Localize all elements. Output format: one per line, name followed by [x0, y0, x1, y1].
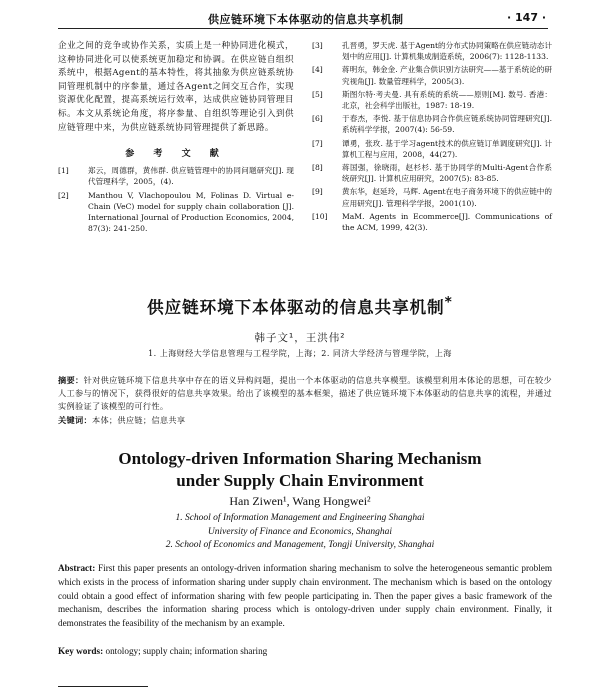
reference-number: [7]: [312, 138, 323, 148]
chinese-keywords-label: 关键词：: [58, 415, 92, 425]
running-head: [58, 10, 548, 29]
reference-item: [58, 190, 294, 235]
english-article-title: [0, 448, 600, 492]
conclusion-paragraph: 企业之间的竞争或协作关系，实质上是一种协同进化模式，这种协同进化可以使系统更加稳定和协调。在供应链自组织系统中，根据Agent的基本特性，将其抽象为供应链系统协同管理机制中的序参量，通过各Agent之间交互合作，实现资源优化配置，提高系统运行效率，达成供应链协同管理目标。本文从系统论角度，将序参量、自组织等理论引入到供应链管理中来，为供应链系统协同管理提供了新思路。: [58, 41, 294, 133]
reference-item: [312, 64, 552, 86]
english-abstract: [58, 562, 552, 631]
reference-item: [312, 162, 552, 184]
running-head-title: 供应链环境下本体驱动的信息共享机制: [208, 13, 404, 26]
reference-item: [312, 40, 552, 62]
english-affiliations: [0, 512, 600, 553]
chinese-authors: 韩子文¹，王洪伟²: [254, 332, 346, 344]
reference-number: [2]: [58, 190, 69, 200]
reference-item: [312, 211, 552, 233]
reference-text: 于春杰，李悦. 基于信息协同合作供应链系统协同管理研究[J]. 系统科学学报，2007(4): 56-59.: [342, 114, 552, 135]
chinese-abstract-text: 针对供应链环境下信息共享中存在的语义异构问题，提出一个本体驱动的信息共享模型。该模型利用本体论的思想，可在较少人工参与的情况下，获得很好的信息共享效果。给出了该模型的基本框架，描述了供应链环境下本体驱动的信息共享的流程，并通过实例验证了该模型的可行性。: [58, 375, 552, 411]
reference-text: Manthou V, Vlachopoulou M, Folinas D. Virtual e-Chain (VeC) model for supply chain collaboration [J]. International Journal of Production Economics, 2004, 87(3): 241-250.: [88, 190, 294, 234]
page-number: · 147 ·: [507, 11, 546, 24]
reference-item: [312, 89, 552, 111]
reference-text: 黄东华，赵延玲，马辉. Agent在电子商务环境下的供应链中的应用研究[J]. 管理科学学报，2001(10).: [342, 187, 552, 208]
reference-text: 孔晋勇，罗天虎. 基于Agent的分布式协同策略在供应链动态计划中的应用[J]. 计算机集成制造系统，2006(7): 1128-1133.: [342, 41, 552, 62]
reference-number: [3]: [312, 41, 323, 50]
english-abstract-label: Abstract:: [58, 563, 96, 573]
english-affiliation-line: University of Finance and Economics, Shanghai: [207, 526, 393, 537]
reference-number: [1]: [58, 166, 69, 176]
reference-number: [5]: [312, 89, 323, 99]
chinese-article-title: [0, 294, 600, 318]
english-keywords-label: Key words:: [58, 646, 104, 656]
english-title-line: Ontology-driven Information Sharing Mechanism: [118, 449, 482, 468]
reference-item: [58, 165, 294, 187]
reference-number: [8]: [312, 163, 323, 173]
chinese-affiliation: 1. 上海财经大学信息管理与工程学院，上海；2. 同济大学经济与管理学院，上海: [148, 349, 452, 358]
reference-number: [9]: [312, 187, 323, 197]
reference-text: 斯图尔特·考夫曼. 具有系统的系统——原则[M]. 数号. 香港：北京，社会科学出版社，1987: 18-19.: [342, 89, 552, 111]
reference-text: MaM. Agents in Ecommerce[J]. Communications of the ACM, 1999, 42(3).: [342, 211, 552, 233]
english-affiliation-line: 2. School of Economics and Management, Tongji University, Shanghai: [165, 540, 435, 550]
reference-text: 蒋国强，徐晓雨，赵杉杉. 基于协同学的Multi-Agent合作系统研究[J]. 计算机应用研究，2007(5): 83-85.: [342, 163, 552, 184]
english-authors: Han Ziwen¹, Wang Hongwei²: [229, 494, 371, 508]
chinese-abstract: [58, 374, 552, 413]
reference-number: [4]: [312, 65, 323, 75]
chinese-title-text: 供应链环境下本体驱动的信息共享机制: [147, 298, 445, 317]
reference-number: [6]: [312, 114, 323, 124]
english-keywords-text: ontology; supply chain; information sharing: [105, 646, 268, 656]
footnote-rule: [58, 686, 148, 687]
left-column: [58, 40, 294, 236]
english-title-line: under Supply Chain Environment: [176, 471, 424, 490]
chinese-keywords: [58, 414, 552, 427]
right-column: [312, 40, 552, 235]
english-affiliation-line: 1. School of Information Management and Engineering Shanghai: [175, 513, 425, 523]
reference-text: 郑云，周德群，黄伟群. 供应链管理中的协同问题研究[J]. 现代管理科学，2005，(4).: [88, 166, 294, 187]
chinese-abstract-label: 摘要：: [58, 375, 84, 385]
reference-text: 谭勇，张玫. 基于学习agent技术的供应链订单调度研究[J]. 计算机工程与应用，2008，44(27).: [342, 138, 552, 159]
title-footnote-mark: *: [444, 294, 453, 311]
english-abstract-text: First this paper presents an ontology-driven information sharing mechanism to solve the heterogeneous semantic problem which exists in the process of information sharing under supply chain environment. The mechanism which is based on the ontology could obtain a good effect of information sharing with few people participating in. Then the paper gives a basic framework of the mechanism, describes the information sharing process which is ontology-driven under supply chain environment. Finally, it demonstrates the feasibility of the mechanism by an example.: [58, 563, 552, 629]
reference-item: [312, 186, 552, 208]
chinese-keywords-text: 本体；供应链；信息共享: [91, 415, 186, 425]
reference-number: [10]: [312, 211, 328, 221]
references-heading: 参 考 文 献: [125, 149, 227, 160]
reference-item: [312, 138, 552, 160]
english-keywords: [58, 645, 552, 658]
reference-item: [312, 113, 552, 135]
reference-text: 蒋明东，韩金金. 产业集合供识别方法研究——基于系统论的研究视角[J]. 数量管理科学，2005(3).: [342, 65, 552, 86]
